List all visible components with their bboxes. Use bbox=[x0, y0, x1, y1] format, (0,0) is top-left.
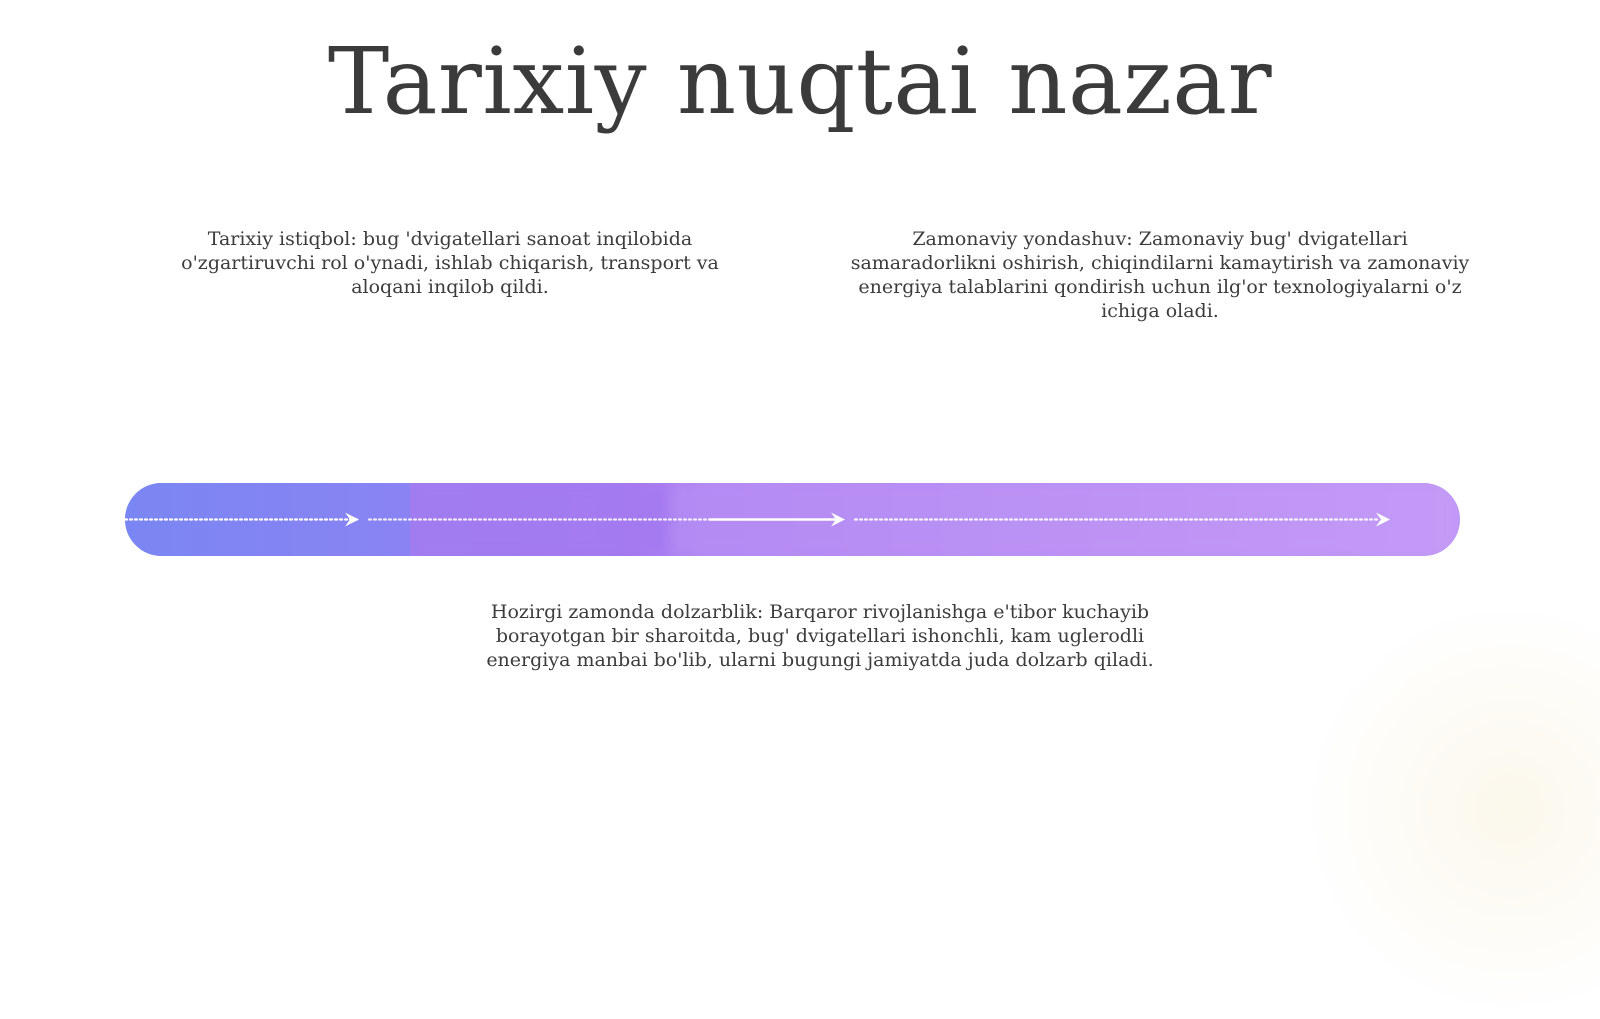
timeline-arrows bbox=[125, 483, 1460, 556]
modern-approach-text: Zamonaviy yondashuv: Zamonaviy bug' dvigatellari samaradorlikni oshirish, chiqindilarni kamaytirish va zamonaviy energiya talablarini qondirish uchun ilg'or texnologiyalarni o'z ichiga oladi. bbox=[850, 228, 1470, 322]
background-glow bbox=[1300, 599, 1600, 1019]
historical-perspective-text: Tarixiy istiqbol: bug 'dvigatellari sanoat inqilobida o'zgartiruvchi rol o'ynadi, ishlab chiqarish, transport va aloqani inqilob qildi. bbox=[181, 228, 719, 298]
current-relevance-text: Hozirgi zamonda dolzarblik: Barqaror rivojlanishga e'tibor kuchayib borayotgan bir sharoitda, bug' dvigatellari ishonchli, kam uglerodli energiya manbai bo'lib, ularni bugungi jamiyatda juda dolzarb qiladi. bbox=[486, 601, 1154, 671]
timeline-bar bbox=[125, 483, 1460, 556]
slide-title: Tarixiy nuqtai nazar bbox=[327, 28, 1273, 135]
